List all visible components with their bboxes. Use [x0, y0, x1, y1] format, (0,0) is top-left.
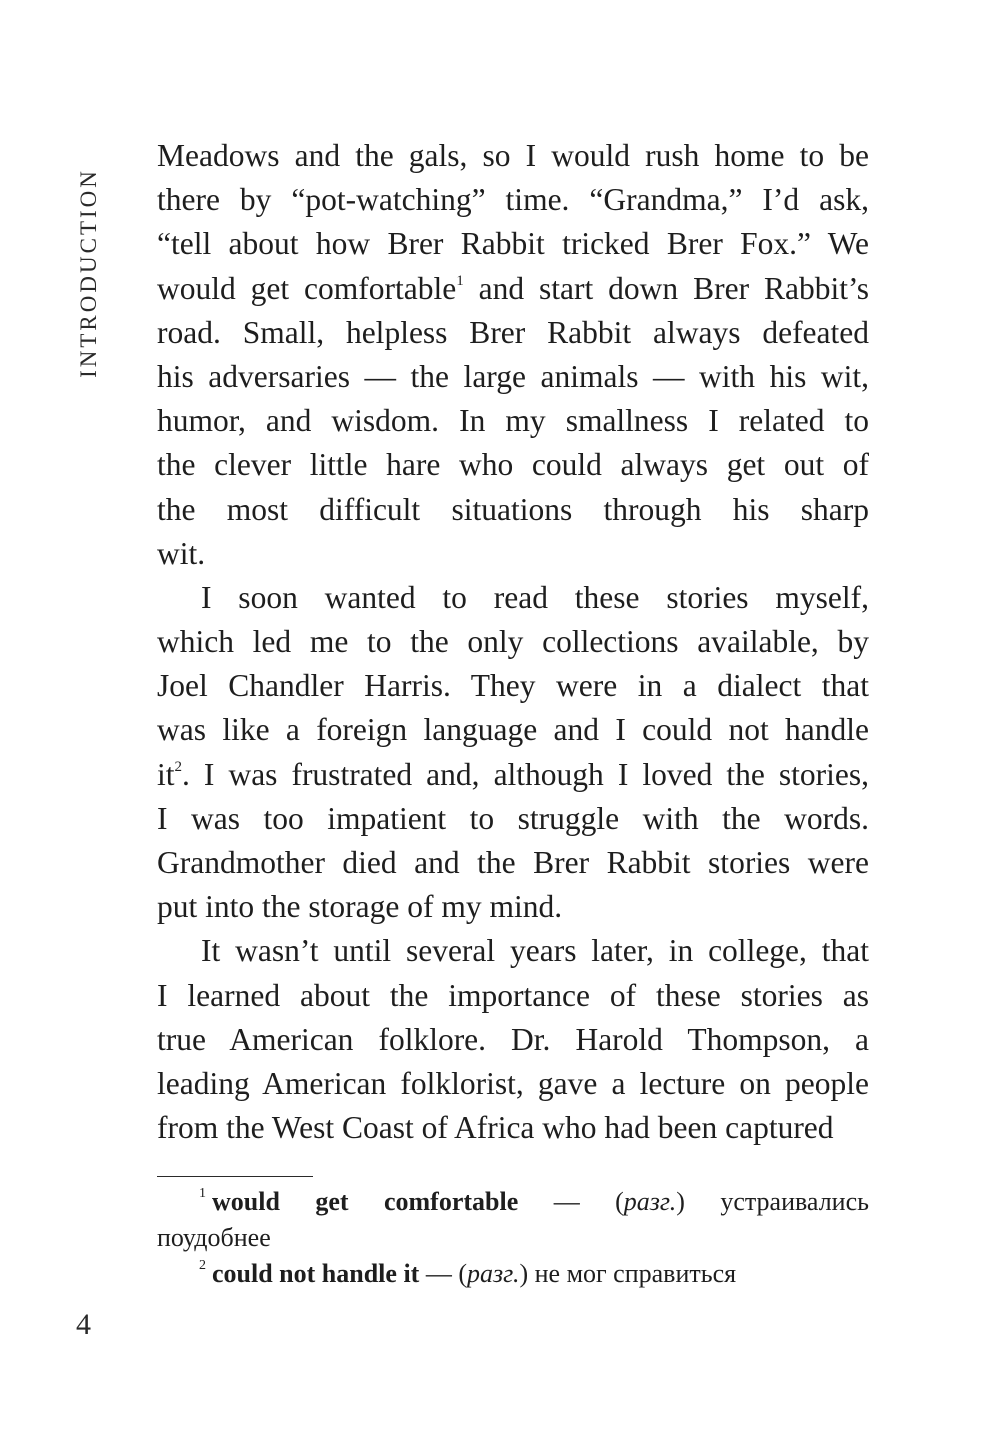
footnote-dash: — (: [518, 1187, 624, 1216]
text-line: [157, 222, 869, 266]
text-run: wit.: [157, 535, 206, 571]
text-line: [157, 1106, 869, 1150]
footnotes: [157, 1184, 869, 1292]
text-run: humor, and wisdom. In my smallness I related to: [157, 403, 869, 439]
text-line: [157, 797, 869, 841]
text-run: would get comfortable: [157, 270, 457, 306]
text-run: “tell about how Brer Rabbit tricked Brer Fox.” We: [157, 226, 869, 262]
text-run: put into the storage of my mind.: [157, 889, 563, 925]
footnote-number: 2: [199, 1258, 206, 1273]
text-line: [157, 974, 869, 1018]
text-run: there by “pot-watching” time. “Grandma,” I’d ask,: [157, 182, 869, 218]
text-run: the most difficult situations through his sharp: [157, 491, 869, 527]
text-run: I learned about the importance of these stories as: [157, 977, 869, 1013]
text-run: . I was frustrated and, although I loved the stories,: [182, 756, 869, 792]
text-line: [157, 178, 869, 222]
text-run: Joel Chandler Harris. They were in a dialect that: [157, 668, 869, 704]
text-line: [157, 1062, 869, 1106]
footnote-marker: 1: [456, 272, 464, 289]
footnote-continuation: поудобнее: [157, 1223, 271, 1252]
text-run: his adversaries — the large animals — with his wit,: [157, 358, 869, 394]
footnote-label: разг.: [623, 1187, 677, 1216]
text-line: [157, 1018, 869, 1062]
text-line: [157, 753, 869, 797]
text-line: [157, 885, 869, 929]
text-run: Meadows and the gals, so I would rush home to be: [157, 138, 869, 173]
footnote-marker: 2: [174, 758, 183, 775]
text-run: which led me to the only collections available, by: [157, 624, 869, 660]
footnote-1: [157, 1184, 869, 1220]
text-run: I was too impatient to struggle with the words.: [157, 800, 869, 836]
text-line: [157, 841, 869, 885]
text-run: it: [157, 756, 175, 792]
text-line: [157, 664, 869, 708]
text-run: road. Small, helpless Brer Rabbit always defeated: [157, 314, 869, 350]
footnote-rule: [157, 1176, 313, 1177]
footnote-number: 1: [199, 1186, 206, 1201]
text-line: [157, 134, 869, 178]
page-number: 4: [76, 1308, 91, 1341]
footnote-translation: ) устраивались: [676, 1187, 869, 1216]
text-line: [157, 532, 869, 576]
footnote-dash: — (: [419, 1259, 467, 1288]
text-line: [157, 443, 869, 487]
running-head: [68, 138, 110, 408]
text-line: [157, 355, 869, 399]
text-line: [157, 488, 869, 532]
text-run: I soon wanted to read these stories myself,: [201, 579, 869, 615]
footnote-translation: ) не мог справиться: [519, 1259, 737, 1288]
text-run: leading American folklorist, gave a lecture on people: [157, 1065, 869, 1101]
text-line: [157, 708, 869, 752]
text-line: [157, 399, 869, 443]
text-line: [157, 620, 869, 664]
text-line: [157, 311, 869, 355]
running-head-text: INTRODUCTION: [76, 168, 102, 378]
text-line: [157, 929, 869, 973]
text-run: Grandmother died and the Brer Rabbit stories were: [157, 845, 869, 880]
footnote-label: разг.: [467, 1259, 520, 1288]
text-line: [157, 576, 869, 620]
footnote-term: could not handle it: [212, 1259, 420, 1288]
text-run: and start down Brer Rabbit’s: [463, 270, 869, 306]
footnote-2: [157, 1256, 869, 1292]
text-run: was like a foreign language and I could not handle: [157, 712, 869, 748]
text-line: [157, 267, 869, 311]
text-run: from the West Coast of Africa who had been captured: [157, 1110, 834, 1146]
text-run: true American folklore. Dr. Harold Thompson, a: [157, 1021, 869, 1057]
footnote-term: would get comfortable: [212, 1187, 519, 1216]
text-run: the clever little hare who could always get out of: [157, 447, 869, 483]
body-text: [157, 134, 869, 1150]
text-run: It wasn’t until several years later, in college, that: [201, 933, 869, 969]
